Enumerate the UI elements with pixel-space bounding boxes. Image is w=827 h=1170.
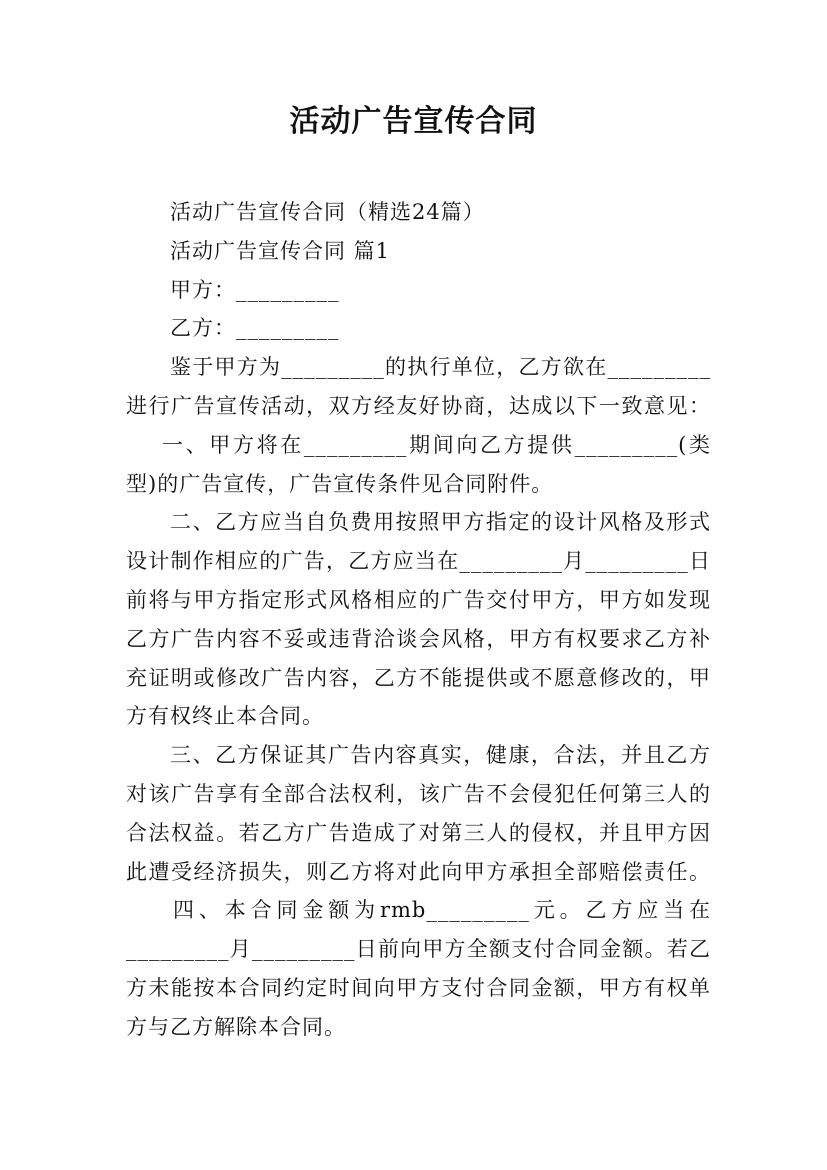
clause-2-line: 乙方广告内容不妥或违背洽谈会风格，甲方有权要求乙方补 bbox=[126, 626, 711, 651]
clause-3-line: 此遭受经济损失，则乙方将对此向甲方承担全部赔偿责任。 bbox=[126, 859, 711, 884]
clause-1-line: 一、甲方将在_________期间向乙方提供_________(类 bbox=[162, 432, 711, 457]
clause-2-line: 充证明或修改广告内容，乙方不能提供或不愿意修改的，甲 bbox=[126, 665, 711, 690]
clause-3-line: 三、乙方保证其广告内容真实，健康，合法，并且乙方 bbox=[170, 743, 711, 768]
clause-2-line: 方有权终止本合同。 bbox=[126, 704, 324, 729]
clause-3-line: 合法权益。若乙方广告造成了对第三人的侵权，并且甲方因 bbox=[126, 820, 711, 845]
document-body bbox=[126, 193, 711, 1047]
paragraph-line: 进行广告宣传活动，双方经友好协商，达成以下一致意见： bbox=[126, 393, 711, 418]
clause-2-line: 前将与甲方指定形式风格相应的广告交付甲方，甲方如发现 bbox=[126, 587, 711, 612]
clause-2-line: 二、乙方应当自负费用按照甲方指定的设计风格及形式 bbox=[170, 510, 711, 535]
clause-4-line: 方与乙方解除本合同。 bbox=[126, 1014, 346, 1039]
party-b-line: 乙方：_________ bbox=[170, 316, 340, 341]
subtitle-line: 活动广告宣传合同（精选24篇） bbox=[170, 200, 485, 224]
paragraph-line: 鉴于甲方为_________的执行单位，乙方欲在_________ bbox=[170, 355, 711, 380]
clause-3-line: 对该广告享有全部合法权利，该广告不会侵犯任何第三人的 bbox=[126, 781, 711, 806]
clause-4-line: 四、本合同金额为rmb_________元。乙方应当在 bbox=[173, 898, 711, 923]
document-title: 活动广告宣传合同 bbox=[289, 104, 538, 139]
clause-1-line: 型)的广告宣传，广告宣传条件见合同附件。 bbox=[126, 471, 554, 496]
clause-4-line: 方未能按本合同约定时间向甲方支付合同金额，甲方有权单 bbox=[126, 975, 711, 1000]
party-a-line: 甲方：_________ bbox=[170, 277, 340, 302]
clause-2-line: 设计制作相应的广告，乙方应当在_________月_________日 bbox=[126, 549, 711, 574]
clause-4-line: _________月_________日前向甲方全额支付合同金额。若乙 bbox=[126, 937, 711, 962]
section-heading: 活动广告宣传合同 篇1 bbox=[170, 238, 391, 263]
